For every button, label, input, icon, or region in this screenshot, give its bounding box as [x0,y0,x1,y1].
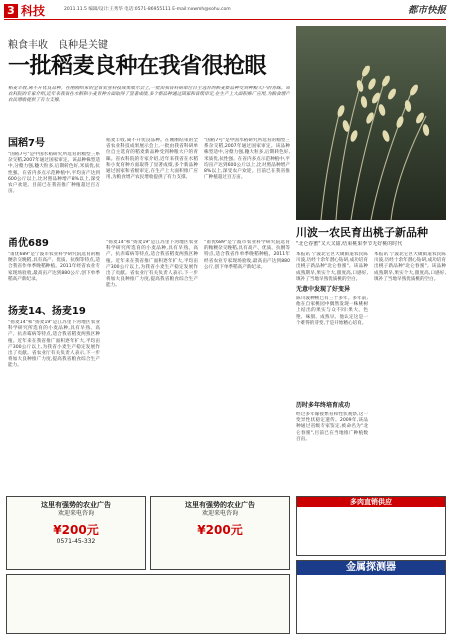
third-column-text-2: "甬优689"是宁波市农业科学研究院选育的籼粳杂交晚稻,具有高产、优质、抗倒等特点,适合我省作单季晚稻种植。2011年经省农业专家现场验收,最高亩产达到880公斤,创下单季稻高产新纪录。 [204,240,290,270]
ad-2-price: ¥200元 [197,523,243,537]
masthead [4,4,446,20]
right-story-sub1-body: 陈川波种桃已有三十多年。多年前,他在自家桃园中偶然发现一株桃树上结出的果实与众不同:果大、色艳、味甜、成熟早。他认定这是一个难得的芽变,于是开始精心培育。 [296,296,368,326]
ad-1-price: ¥200元 [53,523,99,537]
right-story-sub2-body: 经过多年嫁接繁育和性状观察,这一变异性状稳定遗传。2009年,该品种通过省级专家鉴定,被命名为"北仑春蜜",目前已在当地推广种植数百亩。 [296,412,368,442]
right-story-body: 本报讯 宁波北仑区大碶街道农民陈川波,历经十余年潜心钻研,成功培育出桃子新品种"北仑春蜜"。该品种成熟期早,果实个大,甜度高,口感好,填补了当地早熟优质桃的空白。 [296,252,368,282]
ad-1-line1: 这里有强势的农业广告 [41,501,111,509]
middle-column-text: 稻麦丰收,离不开优良品种。在刚刚结束的全省农业科技成果展示会上,一批由我省科研单位自主选育的稻麦新品种受到种粮大户的青睐。省农科院的专家介绍,近年来我省在水稻和小麦育种方面取得了显著成绩,多个新品种通过国家和省级审定,在生产上大面积推广应用,为粮食增产农民增收提供了有力支撑。 [106,138,198,181]
ad-1-line2: 欢迎来电咨询 [57,510,94,517]
headline-kicker: 粮食丰收 良种是关键 [8,40,108,51]
ad-box-5[interactable] [6,574,290,634]
ad-box-4[interactable] [296,560,446,634]
section-body-guodao7: "国稻7号"是中国水稻研究所选育的籼型三系杂交稻,2007年通过国家审定。该品种株型适中,分蘖力强,穗大粒多,后期转色好,米质优,抗性强。在省内多点示范种植中,平均亩产达到600公斤以上,比对照品种增产8%以上,深受农户欢迎。目前已在我省推广种植超过百万亩。 [8,152,100,195]
section-label: 科技 [21,4,46,18]
right-story-subheading-1: 无意中发现了好变异 [296,286,351,293]
headline-title: 一批稻麦良种在我省很抢眼 [8,54,267,79]
third-column-text: "国稻7号"是中国水稻研究所选育的籼型三系杂交稻,2007年通过国家审定。该品种株型适中,分蘖力强,穗大粒多,后期转色好,米质优,抗性强。在省内多点示范种植中,平均亩产达到600公斤以上,比对照品种增产8%以上,深受农户欢迎。目前已在我省推广种植超过百万亩。 [204,138,290,181]
ad-3-head: 多肉直销供应 [297,497,445,507]
right-story-subtitle: "北仑春蜜"又大又甜,结束桃果季节无好桃的时代 [296,241,403,247]
ad-4-head: 金属探测器 [297,561,445,575]
section-body-yangmai: "扬麦14"和"扬麦19"是江苏里下河地区农业科学研究所选育的小麦品种,具有早熟、高产、抗赤霉病等特点,适合我省稻麦两熟区种植。近年来在我省推广面积逐年扩大,平均亩产300公斤以上,为我省小麦生产稳定发展作出了贡献。省农业厅有关负责人表示,下一步将加大良种推广力度,提高我省粮食综合生产能力。 [8,320,100,369]
ad-box-3[interactable] [296,496,446,556]
right-story-subheading-2: 历时多年终培育成功 [296,402,351,409]
section-heading-guodao7: 国稻7号 [8,138,45,149]
section-heading-yangmai: 扬麦14、扬麦19 [8,306,86,317]
ad-2-line2: 欢迎来电咨询 [201,510,238,517]
page-number: 3 [4,4,18,18]
section-heading-yongyou689: 甬优689 [8,238,49,249]
ad-box-2[interactable] [150,496,290,570]
right-story-col2: 本报讯 宁波北仑区大碶街道农民陈川波,历经十余年潜心钻研,成功培育出桃子新品种"北仑春蜜"。该品种成熟期早,果实个大,甜度高,口感好,填补了当地早熟优质桃的空白。 [374,252,446,282]
ad-2-line1: 这里有强势的农业广告 [185,501,255,509]
middle-column-text-2: "扬麦14"和"扬麦19"是江苏里下河地区农业科学研究所选育的小麦品种,具有早熟、高产、抗赤霉病等特点,适合我省稻麦两熟区种植。近年来在我省推广面积逐年扩大,平均亩产300公斤以上,为我省小麦生产稳定发展作出了贡献。省农业厅有关负责人表示,下一步将加大良种推广力度,提高我省粮食综合生产能力。 [106,240,198,289]
rice-field-photo [296,26,446,220]
masthead-meta: 2011.11.5 编辑/设计:王秀华 电话:0571-86955111 E-mail:nxwmh@sohu.com [64,7,231,12]
ad-box-1[interactable] [6,496,146,570]
section-body-yongyou689: "甬优689"是宁波市农业科学研究院选育的籼粳杂交晚稻,具有高产、优质、抗倒等特点,适合我省作单季晚稻种植。2011年经省农业专家现场验收,最高亩产达到880公斤,创下单季稻高产新纪录。 [8,252,100,282]
paper-name: 都市快报 [407,5,446,16]
ad-1-phone: 0571-45-332 [56,538,96,545]
intro-paragraph: 稻麦丰收,离不开优良品种。在刚刚结束的全省农业科技成果展示会上,一批由我省科研单位自主选育的稻麦新品种受到种粮大户的青睐。省农科院的专家介绍,近年来我省在水稻和小麦育种方面取得了显著成绩,多个新品种通过国家和省级审定,在生产上大面积推广应用,为粮食增产农民增收提供了有力支撑。 [8,86,290,104]
right-story-title: 川波一农民育出桃子新品种 [296,226,428,239]
